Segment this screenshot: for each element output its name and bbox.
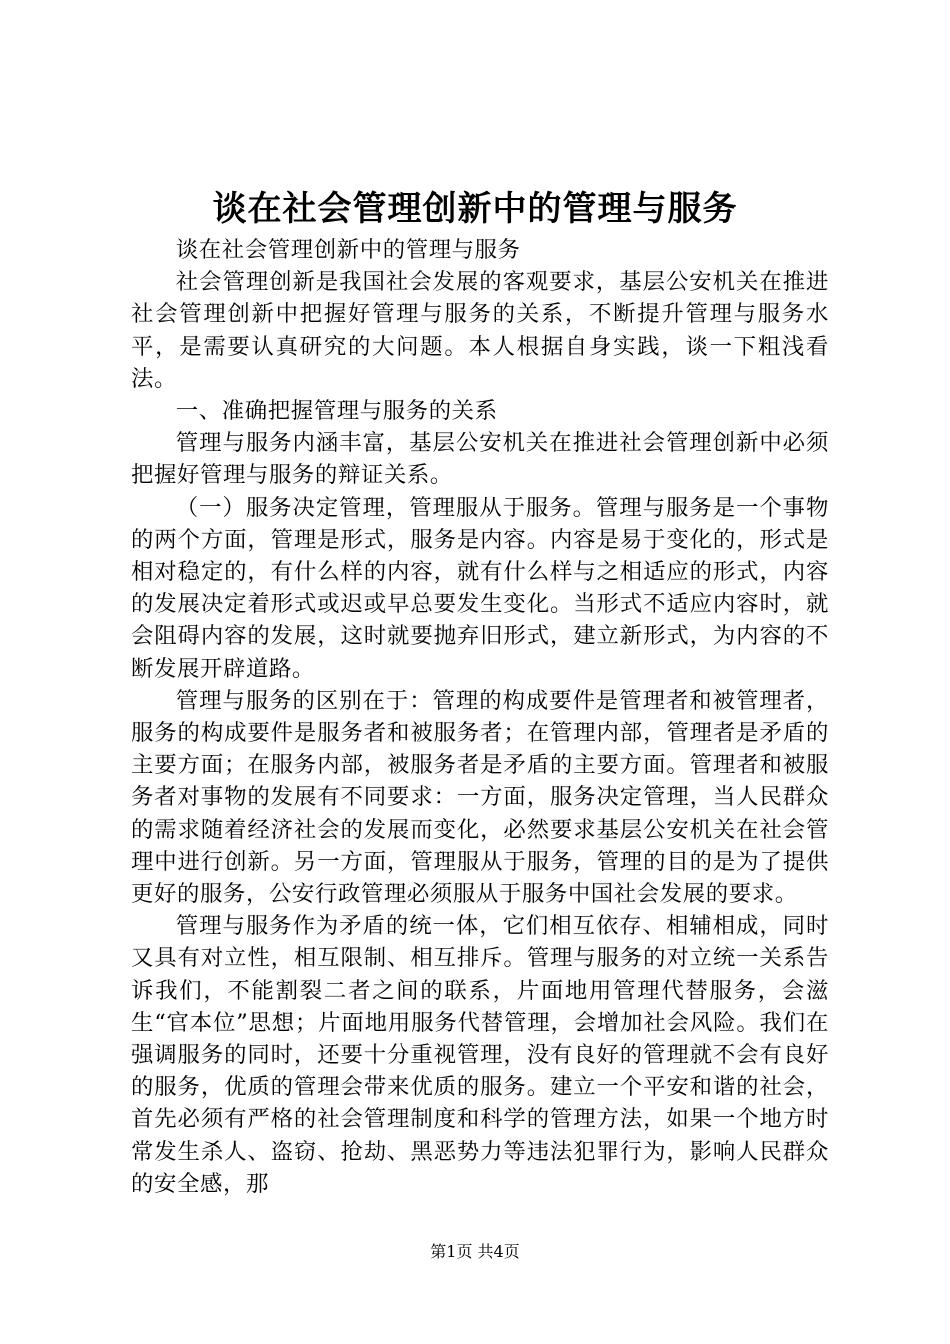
paragraph-subsection-1: （一）服务决定管理，管理服从于服务。管理与服务是一个事物的两个方面，管理是形式，服务是内容。内容是易于变化的，形式是相对稳定的，有什么样的内容，就有什么样与之相适应的形式，内容的发展决定着形式或迟或早总要发生变化。当形式不适应内容时，就会阻碍内容的发展，这时就要抛弃旧形式，建立新形式，为内容的不断发展开辟道路。 xyxy=(131,494,829,682)
paragraph-intro: 社会管理创新是我国社会发展的客观要求，基层公安机关在推进社会管理创新中把握好管理与服务的关系，不断提升管理与服务水平，是需要认真研究的大问题。本人根据自身实践，谈一下粗浅看法。 xyxy=(131,269,829,392)
paragraph-subtitle: 谈在社会管理创新中的管理与服务 xyxy=(175,237,521,263)
paragraph-unity: 管理与服务作为矛盾的统一体，它们相互依存、相辅相成，同时又具有对立性，相互限制、相互排斥。管理与服务的对立统一关系告诉我们，不能割裂二者之间的联系，片面地用管理代替服务，会滋生“官本位”思想；片面地用服务代替管理，会增加社会风险。我们在强调服务的同时，还要十分重视管理，没有良好的管理就不会有良好的服务，优质的管理会带来优质的服务。建立一个平安和谐的社会，首先必须有严格的社会管理制度和科学的管理方法，如果一个地方时常发生杀人、盗窃、抢劫、黑恶势力等违法犯罪行为，影响人民群众的安全感，那 xyxy=(131,913,829,1197)
document-title: 谈在社会管理创新中的管理与服务 xyxy=(212,189,738,229)
section-heading-1: 一、准确把握管理与服务的关系 xyxy=(175,398,498,425)
document-body xyxy=(131,234,829,1200)
paragraph-section-1-intro: 管理与服务内涵丰富，基层公安机关在推进社会管理创新中必须把握好管理与服务的辩证关系。 xyxy=(131,430,829,489)
paragraph-difference: 管理与服务的区别在于：管理的构成要件是管理者和被管理者，服务的构成要件是服务者和被服务者；在管理内部，管理者是矛盾的主要方面；在服务内部，被服务者是矛盾的主要方面。管理者和被服务者对事物的发展有不同要求：一方面，服务决定管理，当人民群众的需求随着经济社会的发展而变化，必然要求基层公安机关在社会管理中进行创新。另一方面，管理服从于服务，管理的目的是为了提供更好的服务，公安行政管理必须服从于服务中国社会发展的要求。 xyxy=(131,687,829,908)
page-footer: 第1页 共4页 xyxy=(430,1242,520,1261)
